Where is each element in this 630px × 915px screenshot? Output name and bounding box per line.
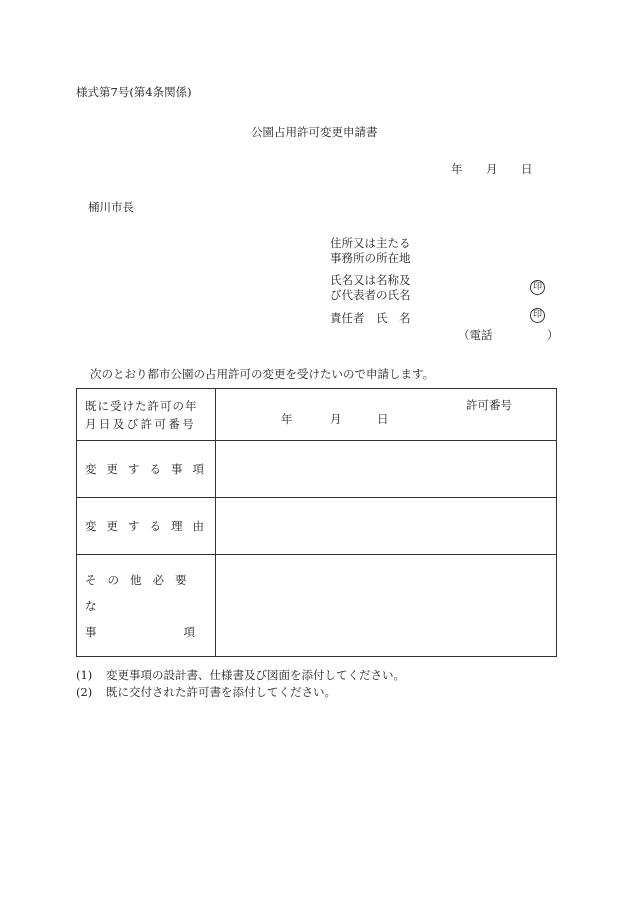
row1-permit-number-label: 許可番号: [466, 398, 512, 412]
table-row: [77, 555, 557, 657]
date-month: 月: [486, 162, 498, 176]
table-row: [77, 389, 557, 441]
row4-value-cell[interactable]: [216, 555, 557, 657]
row4-label-char1: 事: [85, 624, 97, 639]
intro-text: 次のとおり都市公園の占用許可の変更を受けたいので申請します。: [90, 367, 435, 381]
table-row: [77, 441, 557, 498]
row2-label: [77, 441, 216, 498]
form-id: 様式第7号(第4条関係): [76, 85, 192, 99]
note-1-text: 変更事項の設計書、仕様書及び図面を添付してください。: [106, 668, 405, 682]
row3-label: [77, 498, 216, 555]
row1-day: 日: [377, 412, 389, 426]
seal-mark-responsible: 印: [530, 308, 545, 323]
row3-label-text: 変更する理由: [85, 519, 214, 533]
addressee: 桶川市長: [88, 200, 134, 214]
date-day: 日: [521, 162, 533, 176]
address-label-1: 住所又は主たる: [330, 236, 411, 250]
seal-mark-name: 印: [530, 280, 545, 295]
note-2-number: (2): [76, 685, 93, 699]
row3-value-cell[interactable]: [216, 498, 557, 555]
date-year: 年: [451, 162, 463, 176]
table-row: [77, 498, 557, 555]
row1-year: 年: [281, 412, 293, 426]
note-2-text: 既に交付された許可書を添付してください。: [106, 685, 336, 699]
address-label-2: 事務所の所在地: [330, 251, 411, 265]
row4-label: [77, 555, 216, 657]
row1-label: [77, 389, 216, 441]
row1-label-line2: 月日及び許可番号: [85, 416, 197, 431]
row2-value-cell[interactable]: [216, 441, 557, 498]
note-2: [76, 684, 336, 700]
row1-label-line1: 既に受けた許可の年: [85, 398, 198, 413]
row1-value-cell[interactable]: [216, 389, 557, 441]
document-title: 公園占用許可変更申請書: [251, 125, 378, 139]
row4-label-line2: [85, 619, 195, 645]
row4-label-char2: 項: [183, 624, 195, 639]
phone-open: （電話: [458, 328, 493, 342]
phone-close: ）: [547, 328, 559, 342]
name-label-2: び代表者の氏名: [330, 288, 411, 302]
responsible-label: 責任者 氏 名: [330, 311, 411, 325]
note-1-number: (1): [76, 668, 93, 682]
row1-month: 月: [330, 412, 342, 426]
name-label-1: 氏名又は名称及: [330, 273, 411, 287]
row2-label-text: 変更する事項: [85, 462, 214, 476]
row4-label-line1: その他必要な: [85, 572, 198, 613]
note-1: [76, 667, 405, 683]
application-table: [76, 388, 557, 657]
